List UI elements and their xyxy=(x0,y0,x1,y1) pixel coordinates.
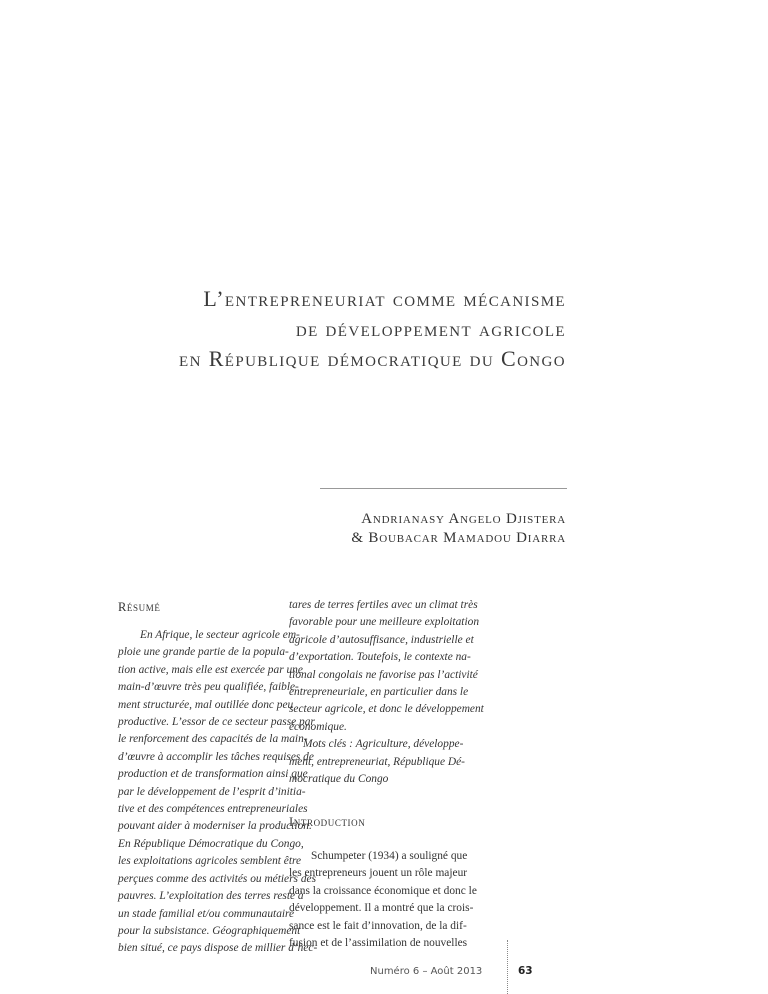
abstract-line: ploie une grande partie de la popula- xyxy=(118,646,289,659)
page-number: 63 xyxy=(518,965,533,977)
abstract-line: le renforcement des capacités de la main- xyxy=(118,733,308,746)
author-line-2: & Boubacar Mamadou Diarra xyxy=(351,530,566,546)
abstract-line: En Afrique, le secteur agricole em- xyxy=(140,629,300,641)
title-line-3: en République démocratique du Congo xyxy=(179,346,566,371)
abstract-column-right xyxy=(289,597,500,788)
introduction-line: sance est le fait d’innovation, de la dif- xyxy=(289,919,467,932)
introduction-heading: Introduction xyxy=(289,815,366,829)
footer-separator xyxy=(507,940,508,994)
keywords-line: mocratique du Congo xyxy=(289,773,389,786)
abstract-line: pauvres. L’exploitation des terres reste à xyxy=(118,890,304,903)
introduction-line: dans la croissance économique et donc le xyxy=(289,884,477,897)
abstract-line: un stade familial et/ou communautaire xyxy=(118,907,295,920)
footer-issue: Numéro 6 – Août 2013 xyxy=(370,966,483,977)
abstract-line: secteur agricole, et donc le développement xyxy=(289,703,484,716)
abstract-line: production et de transformation ainsi que xyxy=(118,768,308,781)
introduction-line: fusion et de l’assimilation de nouvelles xyxy=(289,937,468,950)
title-divider xyxy=(320,488,567,489)
abstract-line: ment structurée, mal outillée donc peu xyxy=(118,698,294,711)
introduction-line: Schumpeter (1934) a souligné que xyxy=(311,850,468,862)
abstract-line: agricole d’autosuffisance, industrielle et xyxy=(289,633,474,646)
abstract-line: économique. xyxy=(289,720,347,733)
abstract-line: par le développement de l’esprit d’initia- xyxy=(118,785,306,798)
abstract-line: tares de terres fertiles avec un climat très xyxy=(289,599,478,611)
abstract-heading: Résumé xyxy=(118,600,161,614)
abstract-line: entrepreneuriale, en particulier dans le xyxy=(289,686,469,699)
author-line-1: Andrianasy Angelo Djistera xyxy=(361,511,566,527)
abstract-line: tional congolais ne favorise pas l’activité xyxy=(289,668,478,681)
abstract-line: d’exportation. Toutefois, le contexte na- xyxy=(289,651,471,664)
title-line-1: L’entrepreneuriat comme mécanisme xyxy=(203,286,566,311)
abstract-line: favorable pour une meilleure exploitation xyxy=(289,616,480,629)
keywords-line: ment, entrepreneuriat, République Dé- xyxy=(289,755,465,768)
abstract-line: main-d’œuvre très peu qualifiée, faible- xyxy=(118,681,299,694)
abstract-line: En République Démocratique du Congo, xyxy=(118,837,304,850)
abstract-line: les exploitations agricoles semblent être xyxy=(118,855,302,868)
introduction-body xyxy=(289,848,500,952)
abstract-line: productive. L’essor de ce secteur passe par xyxy=(118,716,315,729)
abstract-line: d’œuvre à accomplir les tâches requises de xyxy=(118,750,314,763)
abstract-line: pouvant aider à moderniser la production. xyxy=(118,820,312,833)
introduction-line: les entrepreneurs jouent un rôle majeur xyxy=(289,867,468,880)
title-line-2: de développement agricole xyxy=(295,316,566,341)
abstract-line: tion active, mais elle est exercée par une xyxy=(118,663,303,676)
abstract-line: pour la subsistance. Géographiquement xyxy=(118,924,301,937)
abstract-line: bien situé, ce pays dispose de millier d’hec- xyxy=(118,942,318,955)
introduction-line: développement. Il a montré que la crois- xyxy=(289,902,474,915)
keywords-line: Mots clés : Agriculture, développe- xyxy=(303,738,464,751)
abstract-line: perçues comme des activités ou métiers des xyxy=(118,872,317,885)
abstract-line: tive et des compétences entrepreneuriales xyxy=(118,803,308,816)
